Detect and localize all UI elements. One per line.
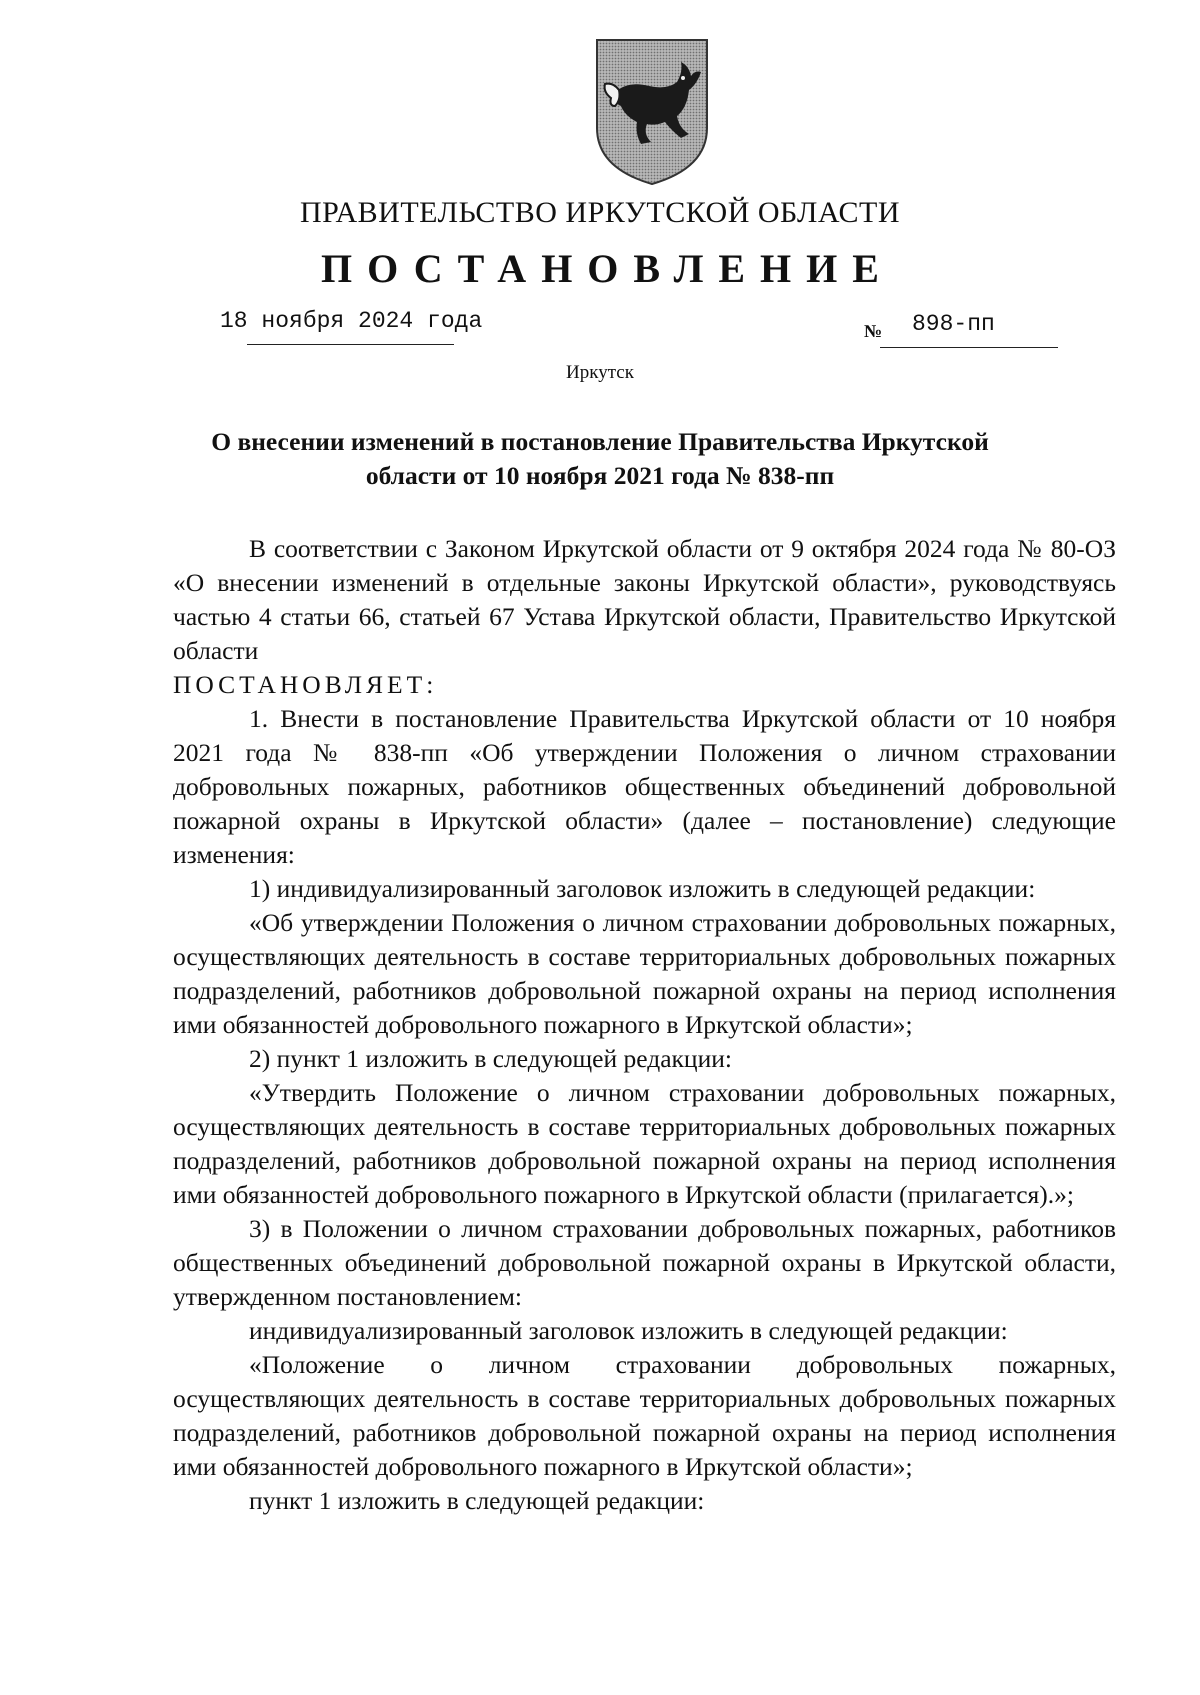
paragraph-5: «Утвердить Положение о личном страховании добровольных пожарных, осуществляющих деятельность в составе территориальных добровольных пожарных подразделений, работников добровольной пожарной охраны на период исполнения ими обязанностей добровольного пожарного в Иркутской области (прилагается).»; [173,1078,1116,1209]
irkutsk-coat-of-arms-icon [593,36,711,188]
number-underline [880,347,1058,348]
document-date: 18 ноября 2024 года [220,308,483,334]
paragraph-6: 3) в Положении о личном страховании добровольных пожарных, работников общественных объединений добровольной пожарной охраны в Иркутской области, утвержденном постановлением: [173,1214,1116,1311]
preamble-paragraph: В соответствии с Законом Иркутской области от 9 октября 2024 года № 80-ОЗ «О внесении изменений в отдельные законы Иркутской области», руководствуясь частью 4 статьи 66, статьей 67 Устава Иркутской области, Правительство Иркутской области [173,534,1116,665]
city-name: Иркутск [566,362,634,383]
number-sign: № [864,321,883,341]
paragraph-4: 2) пункт 1 изложить в следующей редакции: [249,1044,732,1073]
paragraph-2: 1) индивидуализированный заголовок изложить в следующей редакции: [249,874,1036,903]
title-line-2: области от 10 ноября 2021 года № 838-пп [365,461,835,490]
paragraph-1: 1. Внести в постановление Правительства Иркутской области от 10 ноября 2021 года № 838-пп «Об утверждении Положения о личном страховании добровольных пожарных, работников общественных объединений добровольной пожарной охраны в Иркутской области» (далее – постановление) следующие изменения: [173,704,1116,869]
title-line-1: О внесении изменений в постановление Правительства Иркутской [211,427,989,456]
decree-word: ПОСТАНОВЛЯЕТ: [173,670,438,699]
document-number: 898-пп [912,311,995,337]
paragraph-9: пункт 1 изложить в следующей редакции: [249,1486,705,1515]
document-body [173,532,1116,1518]
document-type: ПОСТАНОВЛЕНИЕ [321,246,894,291]
paragraph-7: индивидуализированный заголовок изложить в следующей редакции: [249,1316,1008,1345]
paragraph-3: «Об утверждении Положения о личном страховании добровольных пожарных, осуществляющих деятельность в составе территориальных добровольных пожарных подразделений, работников добровольной пожарной охраны на период исполнения ими обязанностей добровольного пожарного в Иркутской области»; [173,908,1116,1039]
date-underline [247,344,454,345]
document-title [150,425,1050,493]
organization-name: ПРАВИТЕЛЬСТВО ИРКУТСКОЙ ОБЛАСТИ [299,196,901,229]
paragraph-8: «Положение о личном страховании добровольных пожарных, осуществляющих деятельность в составе территориальных добровольных пожарных подразделений, работников добровольной пожарной охраны на период исполнения ими обязанностей добровольного пожарного в Иркутской области»; [173,1350,1116,1481]
